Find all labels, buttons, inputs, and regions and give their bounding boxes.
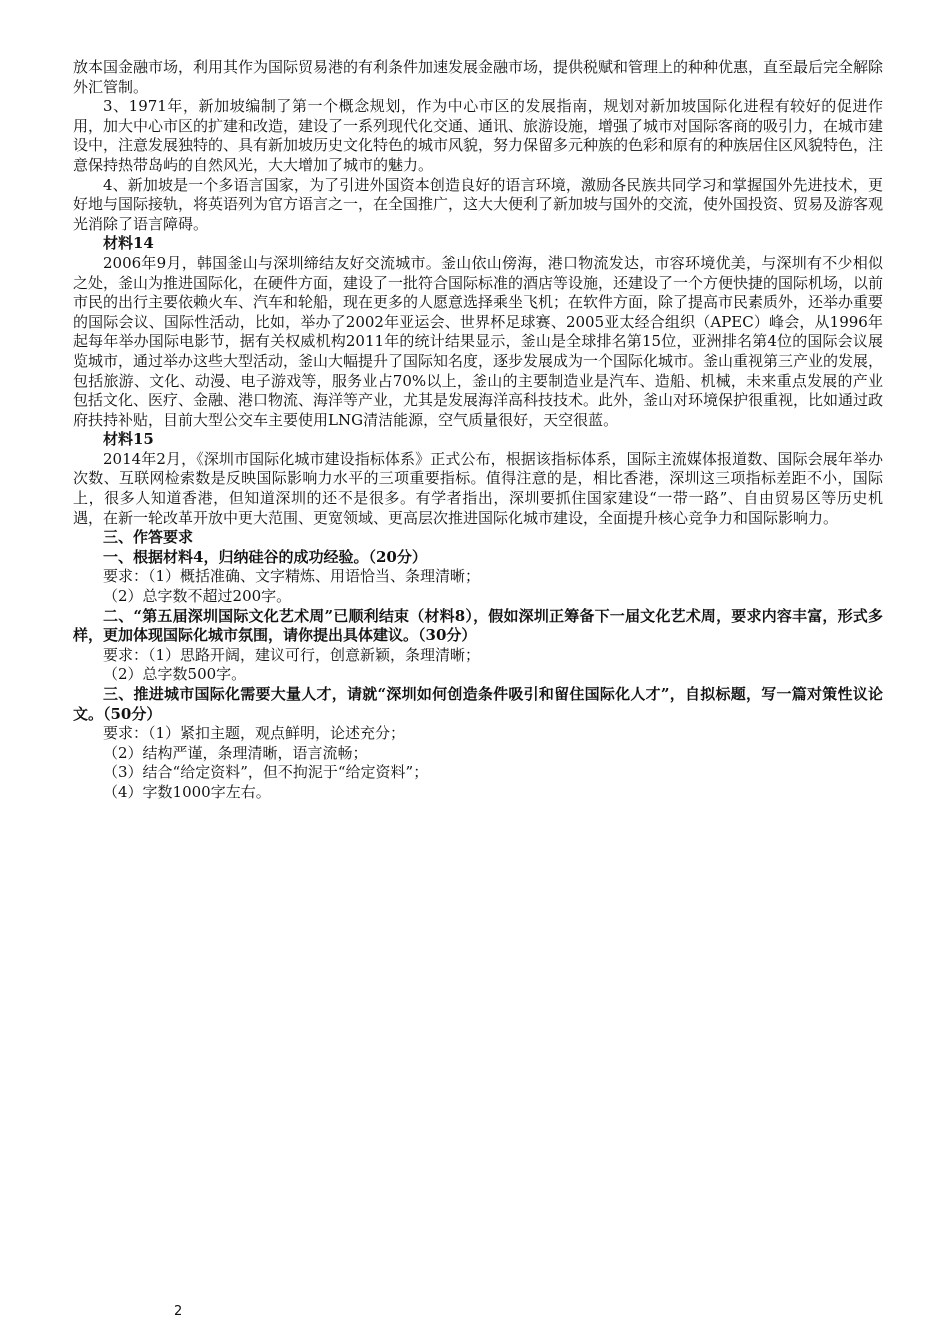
material-15-paragraph: 2014年2月，《深圳市国际化城市建设指标体系》正式公布，根据该指标体系，国际主流媒体报道数、国际会展年举办次数、互联网检索数是反映国际影响力水平的三项重要指标。值得注意的是，相比香港，深圳这三项指标差距不小，国际上，很多人知道香港，但知道深圳的还不是很多。有学者指出，深圳要抓住国家建设“一带一路”、自由贸易区等历史机遇，在新一轮改革开放中更大范围、更宽领域、更高层次推进国际化城市建设，全面提升核心竞争力和国际影响力。: [73, 449, 883, 527]
document-body: [73, 58, 883, 803]
paragraph-singapore-3: 3、1971年，新加坡编制了第一个概念规划，作为中心市区的发展指南，规划对新加坡国际化进程有较好的促进作用，加大中心市区的扩建和改造，建设了一系列现代化交通、通讯、旅游设施，增强了城市对国际客商的吸引力，在城市建设中，注意发展独特的、具有新加坡历史文化特色的城市风貌，努力保留多元种族的色彩和原有的种族居住区风貌特色，注意保持热带岛屿的自然风光，大大增加了城市的魅力。: [73, 97, 884, 174]
question-1-requirement-2: （2）总字数不超过200字。: [103, 587, 292, 606]
question-3: 三、推进城市国际化需要大量人才，请就“深圳如何创造条件吸引和留住国际化人才”，自拟标题，写一篇对策性议论文。（50分）: [73, 685, 883, 723]
paragraph-singapore-4: 4、新加坡是一个多语言国家，为了引进外国资本创造良好的语言环境，激励各民族共同学习和掌握国外先进技术，更好地与国际接轨，将英语列为官方语言之一，在全国推广，这大大便利了新加坡与国外的交流，使外国投资、贸易及游客观光消除了语言障碍。: [73, 175, 884, 233]
paragraph-continuation: 放本国金融市场，利用其作为国际贸易港的有利条件加速发展金融市场，提供税赋和管理上的种种优惠，直至最后完全解除外汇管制。: [73, 58, 884, 96]
material-14-heading: 材料14: [103, 234, 154, 253]
page-number: 2: [174, 1304, 183, 1319]
question-3-requirement-3: （3）结合“给定资料”，但不拘泥于“给定资料”；: [103, 763, 429, 782]
question-3-requirement-2: （2）结构严谨，条理清晰，语言流畅；: [103, 743, 368, 762]
question-2-requirement-2: （2）总字数500字。: [103, 665, 247, 684]
question-1: 一、根据材料4，归纳硅谷的成功经验。（20分）: [103, 547, 427, 566]
question-2-requirement-1: 要求：（1）思路开阔，建议可行，创意新颖，条理清晰；: [103, 645, 481, 664]
material-15-heading: 材料15: [103, 430, 154, 449]
question-3-requirement-4: （4）字数1000字左右。: [103, 782, 271, 801]
question-1-requirement-1: 要求：（1）概括准确、文字精炼、用语恰当、条理清晰；: [103, 567, 481, 586]
question-3-requirement-1: 要求：（1）紧扣主题，观点鲜明，论述充分；: [103, 724, 406, 743]
material-14-paragraph: 2006年9月，韩国釜山与深圳缔结友好交流城市。釜山依山傍海，港口物流发达，市容环境优美，与深圳有不少相似之处，釜山为推进国际化，在硬件方面，建设了一批符合国际标准的酒店等设施，还建设了一个方便快捷的国际机场，以前市民的出行主要依赖火车、汽车和轮船，现在更多的人愿意选择乘坐飞机；在软件方面，除了提高市民素质外，还举办重要的国际会议、国际性活动，比如，举办了2002年亚运会、世界杯足球赛、2005亚太经合组织（APEC）峰会，从1996年起每年举办国际电影节，据有关权威机构2011年的统计结果显示，釜山是全球排名第15位，亚洲排名第4位的国际会议展览城市，通过举办这些大型活动，釜山大幅提升了国际知名度，逐步发展成为一个国际化城市。釜山重视第三产业的发展，包括旅游、文化、动漫、电子游戏等，服务业占70%以上，釜山的主要制造业是汽车、造船、机械，未来重点发展的产业包括文化、医疗、金融、港口物流、海洋等产业，尤其是发展海洋高科技技术。此外，釜山对环境保护很重视，比如通过政府扶持补贴，目前大型公交车主要使用LNG清洁能源，空气质量很好，天空很蓝。: [73, 253, 884, 429]
answer-requirements-heading: 三、作答要求: [103, 528, 194, 547]
question-2: 二、“第五届深圳国际文化艺术周”已顺利结束（材料8），假如深圳正筹备下一届文化艺术周，要求内容丰富，形式多样，更加体现国际化城市氛围，请你提出具体建议。（30分）: [73, 606, 883, 645]
